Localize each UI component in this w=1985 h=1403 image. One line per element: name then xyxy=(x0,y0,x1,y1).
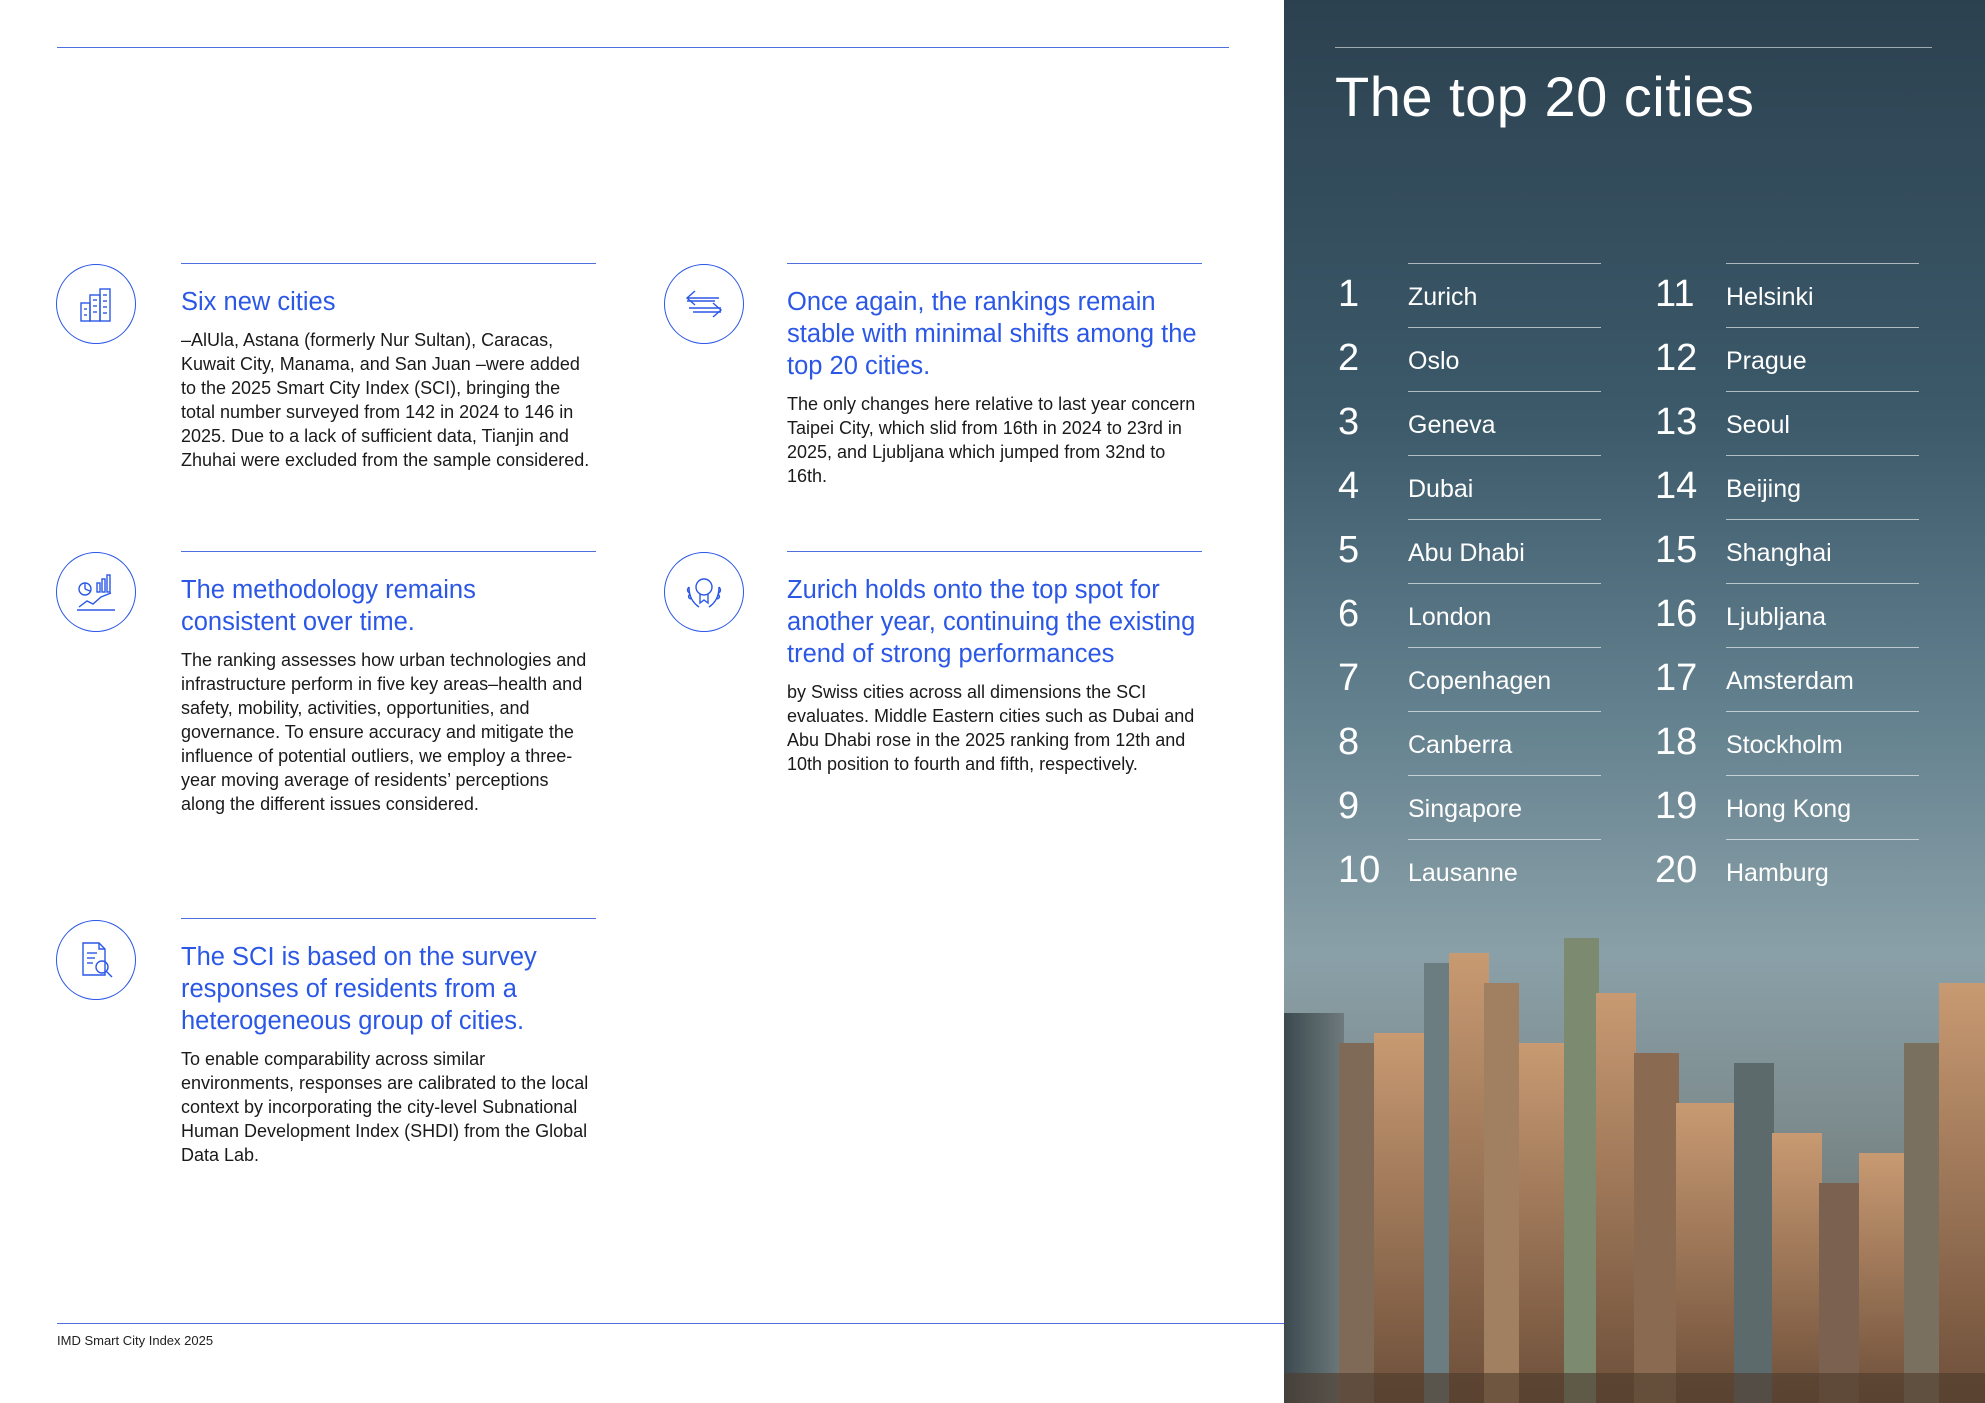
rank-number: 19 xyxy=(1655,785,1698,827)
block-divider xyxy=(181,918,596,919)
info-block-new-cities xyxy=(181,263,596,472)
city-name: Hong Kong xyxy=(1726,795,1852,823)
rank-number: 8 xyxy=(1338,721,1360,763)
rank-number: 14 xyxy=(1655,465,1698,507)
city-name: Prague xyxy=(1726,347,1807,375)
block-divider xyxy=(787,551,1202,552)
arrows-exchange-icon xyxy=(664,264,744,344)
block-body: by Swiss cities across all dimensions the SCI evaluates. Middle Eastern cities such as Dubai and Abu Dhabi rose in the 2025 ranking from 12th and 10th position to fourth and fifth, respectively. xyxy=(787,682,1195,774)
award-icon xyxy=(664,552,744,632)
document-search-icon xyxy=(56,920,136,1000)
block-title: Zurich holds onto the top spot for another year, continuing the existing trend of strong performances xyxy=(787,576,1196,668)
rank-number: 10 xyxy=(1338,849,1381,891)
ranking-row xyxy=(1655,519,1955,583)
block-body: The only changes here relative to last year concern Taipei City, which slid from 16th in 2024 to 23rd in 2025, and Ljubljana which jumped from 32nd to 16th. xyxy=(787,394,1196,486)
top-divider xyxy=(57,47,1229,48)
block-title: The methodology remains consistent over time. xyxy=(181,576,476,636)
ranking-row xyxy=(1338,711,1638,775)
rank-number: 6 xyxy=(1338,593,1360,635)
ranking-row xyxy=(1655,391,1955,455)
block-body: To enable comparability across similar environments, responses are calibrated to the local context by incorporating the city-level Subnational Human Development Index (SHDI) from the Global Data Lab. xyxy=(181,1049,589,1165)
info-block-zurich-top xyxy=(787,551,1202,776)
city-name: Zurich xyxy=(1408,283,1478,311)
block-divider xyxy=(181,551,596,552)
block-title: Six new cities xyxy=(181,288,336,316)
block-body: –AlUla, Astana (formerly Nur Sultan), Caracas, Kuwait City, Manama, and San Juan –were added to the 2025 Smart City Index (SCI), bringing the total number surveyed from 142 in 2024 to 146 in 2025. Due to a lack of sufficient data, Tianjin and Zhuhai were excluded from the sample considered. xyxy=(181,330,590,470)
ranking-row xyxy=(1655,327,1955,391)
rank-number: 2 xyxy=(1338,337,1360,379)
buildings-icon xyxy=(56,264,136,344)
ranking-column-left xyxy=(1338,263,1638,903)
city-name: Dubai xyxy=(1408,475,1474,503)
city-name: Beijing xyxy=(1726,475,1802,503)
city-name: Stockholm xyxy=(1726,731,1843,759)
ranking-row xyxy=(1655,711,1955,775)
top-cities-panel xyxy=(1284,0,1985,1403)
ranking-row xyxy=(1338,263,1638,327)
rank-number: 11 xyxy=(1655,273,1695,315)
rank-number: 1 xyxy=(1338,273,1360,315)
ranking-row xyxy=(1338,519,1638,583)
ranking-row xyxy=(1338,327,1638,391)
info-block-methodology xyxy=(181,551,596,816)
ranking-row xyxy=(1338,839,1638,903)
block-title: Once again, the rankings remain stable with minimal shifts among the top 20 cities. xyxy=(787,288,1197,380)
rank-number: 5 xyxy=(1338,529,1360,571)
analytics-icon xyxy=(56,552,136,632)
ranking-row xyxy=(1655,647,1955,711)
rank-number: 12 xyxy=(1655,337,1698,379)
city-name: Geneva xyxy=(1408,411,1496,439)
ranking-row xyxy=(1338,647,1638,711)
block-divider xyxy=(181,263,596,264)
ranking-row xyxy=(1338,391,1638,455)
city-name: Copenhagen xyxy=(1408,667,1552,695)
city-name: London xyxy=(1408,603,1492,631)
city-name: Shanghai xyxy=(1726,539,1832,567)
city-name: Oslo xyxy=(1408,347,1460,375)
rank-number: 4 xyxy=(1338,465,1360,507)
info-block-survey xyxy=(181,918,596,1167)
ranking-row xyxy=(1338,583,1638,647)
block-title: The SCI is based on the survey responses of residents from a heterogeneous group of cities. xyxy=(181,943,537,1035)
ranking-column-right xyxy=(1655,263,1955,903)
city-name: Hamburg xyxy=(1726,859,1829,887)
ranking-row xyxy=(1655,455,1955,519)
info-block-rankings-stable xyxy=(787,263,1202,488)
rank-number: 15 xyxy=(1655,529,1698,571)
ranking-row xyxy=(1655,583,1955,647)
footer-text: IMD Smart City Index 2025 xyxy=(57,1333,214,1348)
city-name: Singapore xyxy=(1408,795,1522,823)
ranking-row xyxy=(1338,455,1638,519)
rank-number: 7 xyxy=(1338,657,1360,699)
rank-number: 9 xyxy=(1338,785,1360,827)
rank-number: 18 xyxy=(1655,721,1698,763)
rank-number: 16 xyxy=(1655,593,1698,635)
rank-number: 3 xyxy=(1338,401,1360,443)
city-name: Ljubljana xyxy=(1726,603,1827,631)
city-name: Seoul xyxy=(1726,411,1790,439)
city-name: Helsinki xyxy=(1726,283,1814,311)
panel-title: The top 20 cities xyxy=(1335,65,1755,128)
city-skyline-image xyxy=(1284,903,1985,1403)
block-body: The ranking assesses how urban technologies and infrastructure perform in five key areas–health and safety, mobility, activities, opportunities, and governance. To ensure accuracy and mitigate the influence of potential outliers, we employ a three-year moving average of residents’ perceptions along the different issues considered. xyxy=(181,650,587,814)
ranking-row xyxy=(1655,839,1955,903)
rank-number: 13 xyxy=(1655,401,1698,443)
block-divider xyxy=(787,263,1202,264)
city-name: Lausanne xyxy=(1408,859,1518,887)
panel-divider xyxy=(1335,47,1932,48)
city-name: Canberra xyxy=(1408,731,1513,759)
city-name: Amsterdam xyxy=(1726,667,1854,695)
ranking-row xyxy=(1655,263,1955,327)
rank-number: 20 xyxy=(1655,849,1698,891)
city-name: Abu Dhabi xyxy=(1408,539,1525,567)
ranking-row xyxy=(1655,775,1955,839)
ranking-row xyxy=(1338,775,1638,839)
rank-number: 17 xyxy=(1655,657,1698,699)
